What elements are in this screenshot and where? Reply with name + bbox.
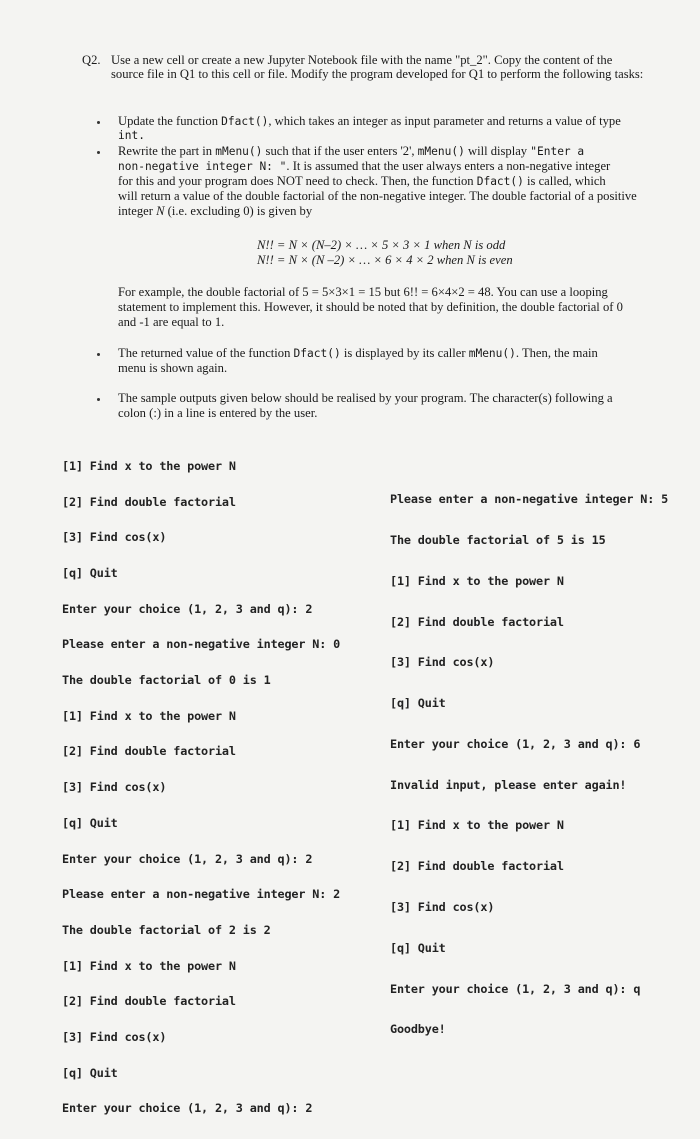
formula-even: N!! = N × (N –2) × … × 6 × 4 × 2 when N is even	[257, 253, 513, 267]
console-line: [3] Find cos(x)	[62, 1030, 167, 1045]
console-line: [q] Quit	[390, 696, 446, 711]
console-line: Enter your choice (1, 2, 3 and q): 2	[62, 851, 313, 866]
bullet-dot	[97, 398, 100, 401]
formula-odd: N!! = N × (N–2) × … × 5 × 3 × 1 when N is odd	[257, 238, 506, 252]
bullet-4-line-1: The sample outputs given below should be realised by your program. The character(s) following a	[118, 391, 613, 405]
bullet-3-line-1: The returned value of the function Dfact() is displayed by its caller mMenu(). Then, the main	[118, 346, 598, 360]
console-line: The double factorial of 0 is 1	[62, 673, 271, 688]
bullet-1-line-2: int.	[118, 129, 145, 142]
console-line: [3] Find cos(x)	[390, 900, 495, 914]
console-line: [2] Find double factorial	[390, 614, 564, 629]
bullet-dot	[97, 151, 100, 154]
console-line: [3] Find cos(x)	[62, 780, 167, 795]
question-intro: Use a new cell or create a new Jupyter Notebook file with the name "pt_2". Copy the content of the source file in Q1 to this cell or file. Modify the program developed for Q1 to perform the following tasks:	[111, 53, 644, 81]
console-line: [2] Find double factorial	[62, 494, 236, 509]
console-line: [2] Find double factorial	[390, 859, 564, 874]
console-line: Goodbye!	[390, 1022, 446, 1037]
console-line: [1] Find x to the power N	[62, 958, 236, 973]
bullet-2-line-2: non-negative integer N: ". It is assumed that the user always enters a non-negative integer	[118, 159, 611, 173]
console-line: Please enter a non-negative integer N: 5	[390, 492, 669, 507]
console-output-right	[390, 466, 668, 1064]
bullet-2-line-3: for this and your program does NOT need to check. Then, the function Dfact() is called, which	[118, 174, 606, 188]
example-line-3: and -1 are equal to 1.	[118, 315, 225, 329]
question-number: Q2.	[82, 53, 101, 67]
bullet-dot	[97, 353, 100, 356]
console-line: [q] Quit	[62, 1065, 118, 1080]
example-line-1: For example, the double factorial of 5 = 5×3×1 = 15 but 6!! = 6×4×2 = 48. You can use a looping	[118, 285, 608, 299]
example-line-2: statement to implement this. However, it should be noted that by definition, the double factorial of 0	[118, 300, 623, 314]
console-line: Invalid input, please enter again!	[390, 777, 627, 792]
console-line: Please enter a non-negative integer N: 0	[62, 637, 341, 652]
console-line: Enter your choice (1, 2, 3 and q): 6	[390, 736, 641, 751]
console-line: [2] Find double factorial	[62, 994, 236, 1009]
console-line: [1] Find x to the power N	[390, 573, 564, 588]
console-line: [3] Find cos(x)	[390, 655, 495, 670]
console-line: [q] Quit	[390, 940, 446, 955]
console-line: Please enter a non-negative integer N: 2	[62, 887, 341, 902]
console-line: [3] Find cos(x)	[62, 530, 167, 545]
console-output-left	[62, 437, 340, 1139]
bullet-3-line-2: menu is shown again.	[118, 361, 228, 375]
console-line: The double factorial of 2 is 2	[62, 922, 271, 937]
bullet-dot	[97, 121, 100, 124]
bullet-2-line-5: integer N (i.e. excluding 0) is given by	[118, 204, 313, 218]
console-line: [q] Quit	[62, 565, 118, 580]
bullet-2-line-4: will return a value of the double factorial of the non-negative integer. The double factorial of a positive	[118, 189, 637, 203]
console-line: Enter your choice (1, 2, 3 and q): 2	[62, 601, 313, 616]
console-line: The double factorial of 5 is 15	[390, 532, 606, 547]
console-line: [2] Find double factorial	[62, 744, 236, 759]
console-line: Enter your choice (1, 2, 3 and q): q	[390, 981, 641, 996]
console-line: [1] Find x to the power N	[62, 458, 236, 473]
console-line: [1] Find x to the power N	[390, 818, 564, 833]
console-line: Enter your choice (1, 2, 3 and q): 2	[62, 1101, 313, 1116]
bullet-1-line-1: Update the function Dfact(), which takes an integer as input parameter and returns a value of type	[118, 114, 621, 128]
bullet-4-line-2: colon (:) in a line is entered by the user.	[118, 406, 318, 420]
console-line: [q] Quit	[62, 815, 118, 830]
console-line: [1] Find x to the power N	[62, 708, 236, 723]
bullet-2-line-1: Rewrite the part in mMenu() such that if the user enters '2', mMenu() will display "Enter a	[118, 144, 585, 158]
